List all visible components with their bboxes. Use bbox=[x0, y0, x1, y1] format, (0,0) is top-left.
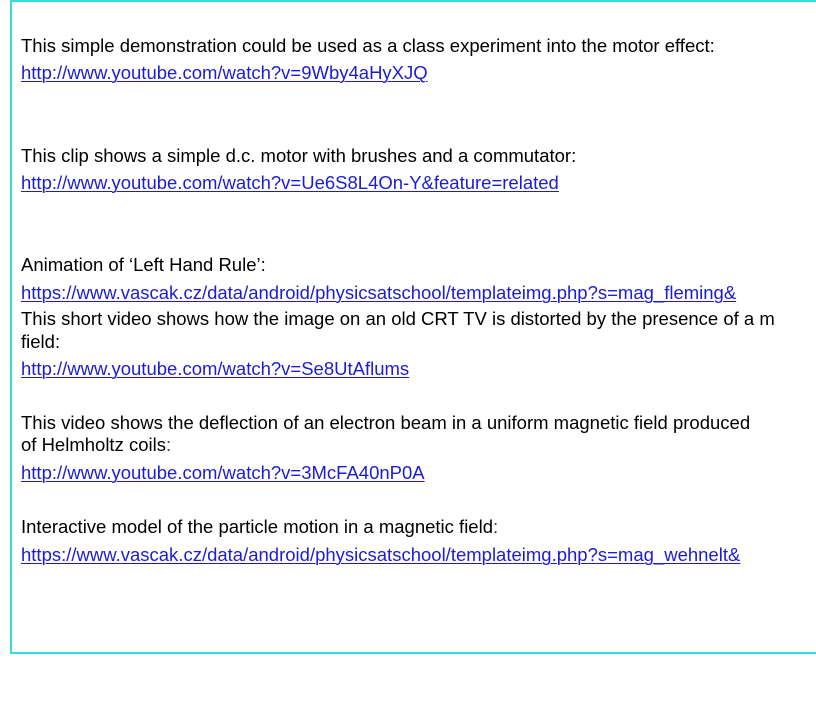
block-2-link[interactable]: http://www.youtube.com/watch?v=Ue6S8L4On-Y&feature=related bbox=[21, 172, 559, 193]
block-5-description-line1: This video shows the deflection of an electron beam in a uniform magnetic field produced bbox=[21, 412, 751, 433]
block-5-link[interactable]: http://www.youtube.com/watch?v=3McFA40nP0A bbox=[21, 462, 425, 483]
block-6-link[interactable]: https://www.vascak.cz/data/android/physicsatschool/templateimg.php?s=mag_wehnelt& bbox=[21, 544, 741, 565]
block-5-colon: : bbox=[165, 434, 172, 455]
block-6-description bbox=[21, 517, 498, 537]
block-4-link[interactable]: http://www.youtube.com/watch?v=Se8UtAflums bbox=[21, 358, 410, 379]
block-4-description-line1: This short video shows how the image on an old CRT TV is distorted by the presence of a m bbox=[21, 308, 775, 329]
block-4-description-line2: field: bbox=[21, 331, 61, 352]
block-1-description: This simple demonstration could be used as a class experiment into the motor effect: bbox=[21, 35, 715, 56]
block-6-description-text: Interactive model of the particle motion in a magnetic field bbox=[21, 516, 493, 537]
block-1-link[interactable]: http://www.youtube.com/watch?v=9Wby4aHyXJQ bbox=[21, 62, 428, 83]
block-6-colon: : bbox=[493, 516, 499, 537]
block-3-link[interactable]: https://www.vascak.cz/data/android/physicsatschool/templateimg.php?s=mag_fleming& bbox=[21, 282, 737, 303]
block-3-description: Animation of ‘Left Hand Rule’: bbox=[21, 254, 266, 275]
block-5-description-text: of Helmholtz coils bbox=[21, 434, 166, 455]
block-2-description: This clip shows a simple d.c. motor with brushes and a commutator: bbox=[21, 145, 577, 166]
block-5-description-line2 bbox=[21, 435, 171, 455]
